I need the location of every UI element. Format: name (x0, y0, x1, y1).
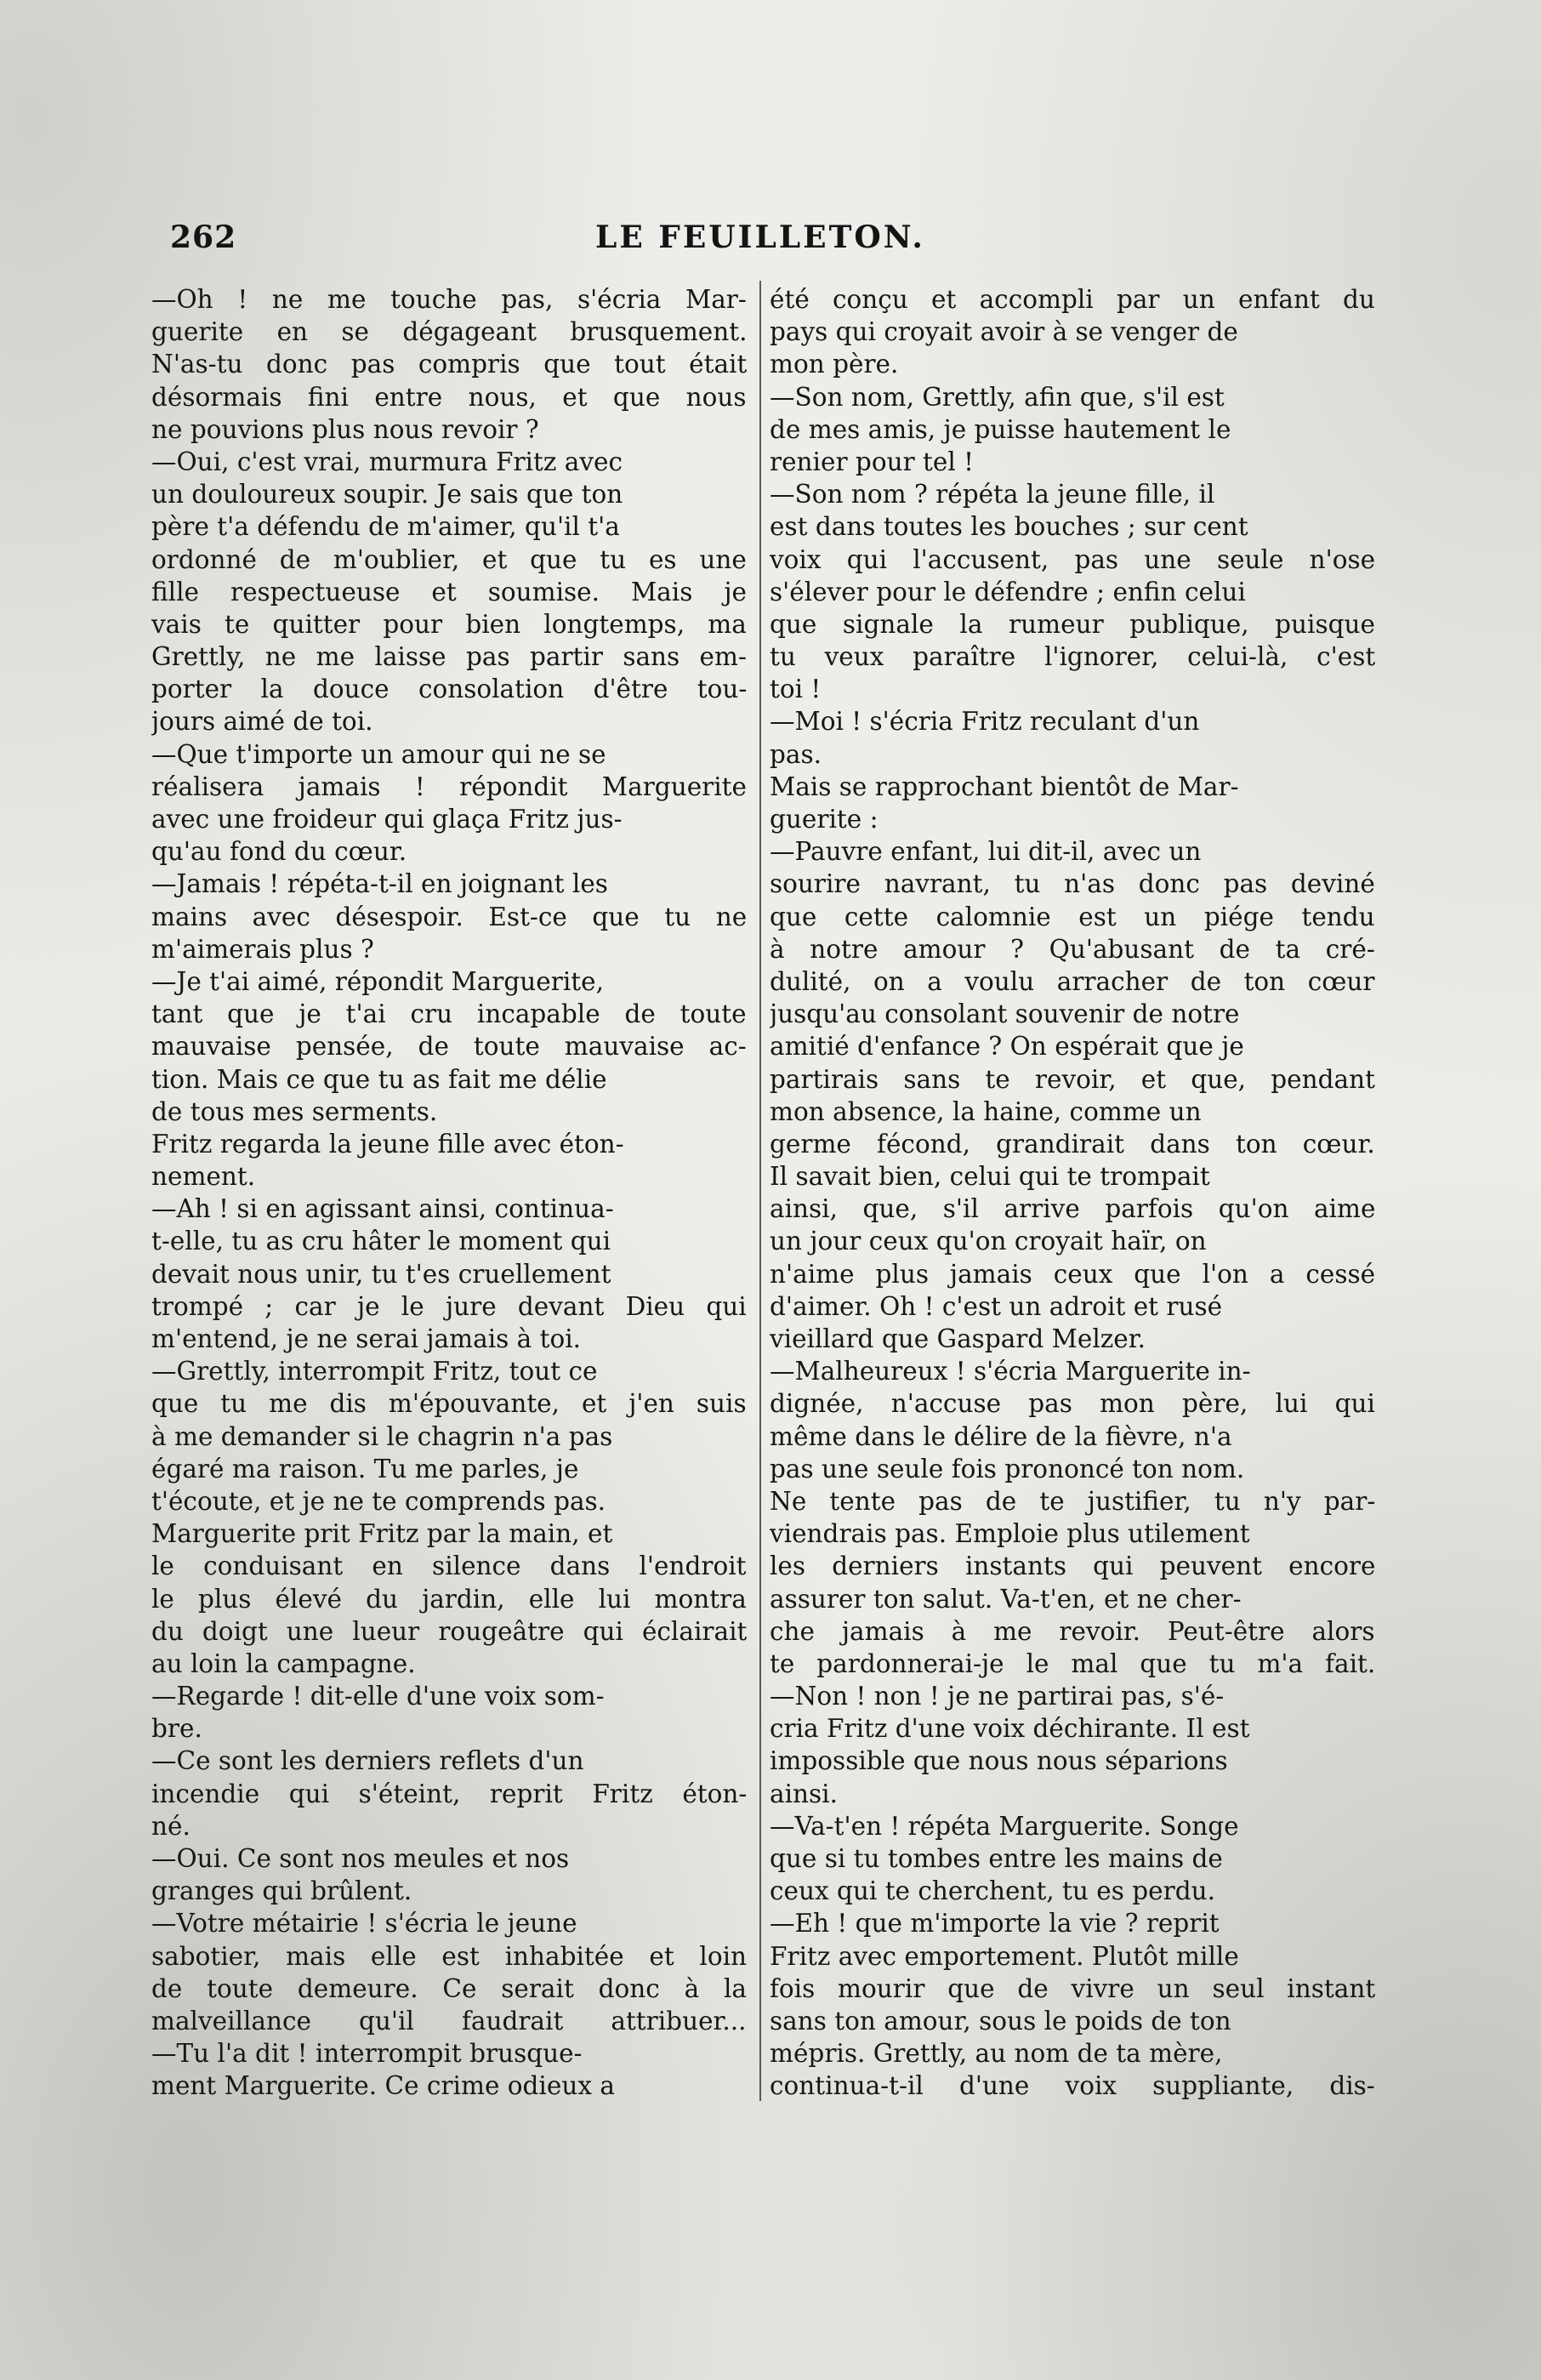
text-line: sans ton amour, sous le poids de ton (770, 2006, 1231, 2036)
text-line: amitié d'enfance ? On espérait que je (770, 1032, 1244, 1062)
text-line: t-elle, tu as cru hâter le moment qui (151, 1227, 611, 1256)
text-line: pas. (770, 739, 822, 769)
text-line: vieillard que Gaspard Melzer. (770, 1324, 1146, 1353)
text-line: s'élever pour le défendre ; enfin celui (770, 577, 1246, 606)
text-line: dignée, n'accuse pas mon père, lui qui (770, 1389, 1375, 1419)
text-line: que tu me dis m'épouvante, et j'en suis (151, 1389, 747, 1419)
text-line: malveillance qu'il faudrait attribuer... (151, 2006, 747, 2036)
text-line: jours aimé de toi. (151, 707, 373, 737)
text-line: N'as-tu donc pas compris que tout était (151, 350, 747, 379)
text-line: de mes amis, je puisse hautement le (770, 414, 1231, 444)
text-line: sabotier, mais elle est inhabitée et loin (151, 1941, 747, 1971)
text-line: renier pour tel ! (770, 447, 975, 476)
text-line: che jamais à me revoir. Peut-être alors (770, 1616, 1375, 1646)
text-line: t'écoute, et je ne te comprends pas. (151, 1486, 606, 1516)
text-line: Mais se rapprochant bientôt de Mar- (770, 772, 1239, 801)
text-line: né. (151, 1811, 190, 1841)
text-line: m'aimerais plus ? (151, 934, 374, 964)
text-line: ne pouvions plus nous revoir ? (151, 414, 539, 444)
text-line: mépris. Grettly, au nom de ta mère, (770, 2039, 1223, 2069)
page-header (0, 219, 1541, 262)
text-line: tion. Mais ce que tu as fait me délie (151, 1064, 607, 1094)
text-line: te pardonnerai-je le mal que tu m'a fait. (770, 1648, 1375, 1678)
text-line: à notre amour ? Qu'abusant de ta cré- (770, 934, 1375, 964)
text-line: mauvaise pensée, de toute mauvaise ac- (151, 1032, 747, 1062)
text-line: trompé ; car je le jure devant Dieu qui (151, 1291, 747, 1321)
text-line: impossible que nous nous séparions (770, 1746, 1228, 1776)
text-line: —Non ! non ! je ne partirai pas, s'é- (770, 1682, 1225, 1711)
column-divider (759, 281, 761, 2101)
text-line: réalisera jamais ! répondit Marguerite (151, 772, 747, 801)
text-line: vais te quitter pour bien longtemps, ma (151, 609, 747, 639)
text-line: assurer ton salut. Va-t'en, et ne cher- (770, 1584, 1242, 1614)
text-line: n'aime plus jamais ceux que l'on a cessé (770, 1259, 1375, 1289)
text-line: sourire navrant, tu n'as donc pas deviné (770, 869, 1375, 899)
text-line: été conçu et accompli par un enfant du (770, 285, 1375, 314)
text-line: incendie qui s'éteint, reprit Fritz éton- (151, 1779, 747, 1808)
text-line: nement. (151, 1162, 256, 1192)
text-line: le conduisant en silence dans l'endroit (151, 1552, 747, 1581)
text-line: jusqu'au consolant souvenir de notre (770, 999, 1240, 1029)
text-line: que cette calomnie est un piége tendu (770, 902, 1375, 931)
text-line: Grettly, ne me laisse pas partir sans em- (151, 642, 747, 672)
text-line: germe fécond, grandirait dans ton cœur. (770, 1129, 1375, 1159)
text-line: Il savait bien, celui qui te trompait (770, 1162, 1210, 1192)
text-line: Marguerite prit Fritz par la main, et (151, 1519, 613, 1549)
text-line: —Malheureux ! s'écria Marguerite in- (770, 1357, 1251, 1386)
text-line: —Ah ! si en agissant ainsi, continua- (151, 1194, 614, 1224)
text-line: granges qui brûlent. (151, 1876, 412, 1906)
text-line: du doigt une lueur rougeâtre qui éclairait (151, 1616, 747, 1646)
text-line: porter la douce consolation d'être tou- (151, 675, 747, 704)
text-line: pas une seule fois prononcé ton nom. (770, 1454, 1245, 1483)
text-line: avec une froideur qui glaça Fritz jus- (151, 805, 623, 834)
text-line: —Oui, c'est vrai, murmura Fritz avec (151, 447, 623, 476)
text-line: de toute demeure. Ce serait donc à la (151, 1973, 747, 2003)
text-line: ordonné de m'oublier, et que tu es une (151, 544, 747, 574)
text-line: au loin la campagne. (151, 1648, 416, 1678)
text-line: mains avec désespoir. Est-ce que tu ne (151, 902, 747, 931)
text-line: tant que je t'ai cru incapable de toute (151, 999, 747, 1029)
text-line: ainsi. (770, 1779, 838, 1808)
text-line: un jour ceux qu'on croyait haïr, on (770, 1227, 1207, 1256)
text-line: un douloureux soupir. Je sais que ton (151, 480, 623, 510)
text-line: —Oh ! ne me touche pas, s'écria Mar- (151, 285, 747, 314)
text-line: que si tu tombes entre les mains de (770, 1844, 1223, 1873)
text-line: cria Fritz d'une voix déchirante. Il est (770, 1714, 1250, 1744)
text-line: —Tu l'a dit ! interrompit brusque- (151, 2039, 583, 2069)
text-line: —Son nom, Grettly, afin que, s'il est (770, 382, 1225, 412)
text-line: —Son nom ? répéta la jeune fille, il (770, 480, 1215, 510)
text-line: mon absence, la haine, comme un (770, 1096, 1202, 1126)
text-line: fois mourir que de vivre un seul instant (770, 1973, 1375, 2003)
text-line: Fritz regarda la jeune fille avec éton- (151, 1129, 624, 1159)
text-line: —Oui. Ce sont nos meules et nos (151, 1844, 570, 1873)
text-line: est dans toutes les bouches ; sur cent (770, 512, 1248, 542)
running-title: LE FEUILLETON. (595, 219, 925, 255)
text-line: père t'a défendu de m'aimer, qu'il t'a (151, 512, 620, 542)
text-line: —Eh ! que m'importe la vie ? reprit (770, 1909, 1220, 1939)
text-line: —Pauvre enfant, lui dit-il, avec un (770, 837, 1202, 867)
left-text-column (151, 283, 747, 2103)
text-line: Fritz avec emportement. Plutôt mille (770, 1941, 1239, 1971)
text-line: partirais sans te revoir, et que, pendant (770, 1064, 1375, 1094)
text-line: tu veux paraître l'ignorer, celui-là, c'est (770, 642, 1375, 672)
text-line: toi ! (770, 675, 822, 704)
text-line: guerite en se dégageant brusquement. (151, 317, 747, 347)
text-line: —Regarde ! dit-elle d'une voix som- (151, 1682, 605, 1711)
text-line: —Grettly, interrompit Fritz, tout ce (151, 1357, 598, 1386)
text-line: —Ce sont les derniers reflets d'un (151, 1746, 584, 1776)
text-line: de tous mes serments. (151, 1096, 438, 1126)
text-line: —Que t'importe un amour qui ne se (151, 739, 606, 769)
text-line: que signale la rumeur publique, puisque (770, 609, 1375, 639)
text-line: viendrais pas. Emploie plus utilement (770, 1519, 1250, 1549)
text-line: fille respectueuse et soumise. Mais je (151, 577, 747, 606)
text-line: —Votre métairie ! s'écria le jeune (151, 1909, 577, 1939)
text-line: égaré ma raison. Tu me parles, je (151, 1454, 579, 1483)
text-line: ment Marguerite. Ce crime odieux a (151, 2071, 615, 2101)
right-text-column (770, 283, 1375, 2103)
text-line: pays qui croyait avoir à se venger de (770, 317, 1238, 347)
text-line: —Jamais ! répéta-t-il en joignant les (151, 869, 608, 899)
text-line: devait nous unir, tu t'es cruellement (151, 1259, 611, 1289)
text-line: dulité, on a voulu arracher de ton cœur (770, 966, 1375, 996)
text-line: à me demander si le chagrin n'a pas (151, 1421, 613, 1451)
text-line: —Je t'ai aimé, répondit Marguerite, (151, 966, 604, 996)
text-line: les derniers instants qui peuvent encore (770, 1552, 1375, 1581)
text-line: guerite : (770, 805, 879, 834)
text-line: mon père. (770, 350, 899, 379)
text-line: ceux qui te cherchent, tu es perdu. (770, 1876, 1215, 1906)
text-line: ainsi, que, s'il arrive parfois qu'on aime (770, 1194, 1375, 1224)
text-line: —Va-t'en ! répéta Marguerite. Songe (770, 1811, 1239, 1841)
text-line: Ne tente pas de te justifier, tu n'y par- (770, 1486, 1375, 1516)
text-line: même dans le délire de la fièvre, n'a (770, 1421, 1232, 1451)
page-number: 262 (170, 219, 237, 255)
text-line: continua-t-il d'une voix suppliante, dis- (770, 2071, 1375, 2101)
text-line: m'entend, je ne serai jamais à toi. (151, 1324, 582, 1353)
text-line: d'aimer. Oh ! c'est un adroit et rusé (770, 1291, 1223, 1321)
text-line: le plus élevé du jardin, elle lui montra (151, 1584, 747, 1614)
text-line: qu'au fond du cœur. (151, 837, 407, 867)
text-line: bre. (151, 1714, 202, 1744)
text-line: voix qui l'accusent, pas une seule n'ose (770, 544, 1375, 574)
text-line: —Moi ! s'écria Fritz reculant d'un (770, 707, 1200, 737)
text-line: désormais fini entre nous, et que nous (151, 382, 747, 412)
